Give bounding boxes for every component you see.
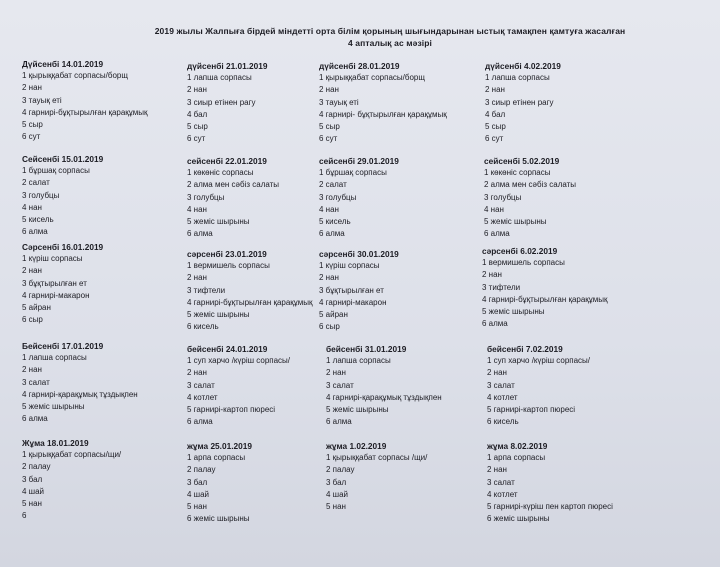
- menu-item: 2 нан: [22, 266, 42, 276]
- menu-item: 4 гарнирі-қарақұмық тұздықпен: [326, 392, 442, 402]
- menu-item: 3 тауық еті: [22, 95, 62, 105]
- day-block: [22, 58, 197, 144]
- day-header: бейсенбі 24.01.2019: [187, 344, 268, 354]
- menu-item: 5 жеміс шырыны: [187, 217, 250, 227]
- menu-item: 6 сыр: [22, 315, 43, 325]
- menu-item: 3 бал: [326, 477, 347, 487]
- menu-item: 2 нан: [187, 273, 207, 283]
- menu-item: 4 гарнирі-макарон: [319, 297, 387, 307]
- menu-item: 5 сыр: [485, 122, 506, 132]
- day-block: [484, 155, 659, 241]
- day-header: сәрсенбі 6.02.2019: [482, 246, 558, 256]
- menu-item: 5 жеміс шырыны: [22, 402, 85, 412]
- menu-item: 3 тауық еті: [319, 97, 359, 107]
- menu-item: 3 салат: [487, 477, 515, 487]
- menu-item: 4 шай: [187, 489, 210, 499]
- menu-item: 4 нан: [319, 204, 339, 214]
- day-header: сәрсенбі 30.01.2019: [319, 249, 399, 259]
- menu-item: 2 палау: [187, 465, 216, 475]
- menu-item: 5 гарнирі-картоп пюресі: [487, 405, 576, 415]
- menu-item: 2 салат: [319, 180, 347, 190]
- menu-item: 5 сыр: [319, 122, 340, 132]
- menu-item: 3 голубцы: [187, 192, 225, 202]
- menu-item: 1 вермишель сорпасы: [187, 261, 270, 270]
- day-block: [487, 440, 662, 526]
- menu-item: 5 сыр: [187, 122, 208, 132]
- day-header: дүйсенбі 28.01.2019: [319, 61, 400, 71]
- menu-item: 1 күріш сорпасы: [22, 254, 83, 263]
- menu-item: 1 арпа сорпасы: [187, 453, 246, 462]
- menu-item: 5 гарнирі-картоп пюресі: [187, 405, 276, 415]
- menu-item: 4 нан: [187, 204, 207, 214]
- day-block: [482, 245, 657, 331]
- menu-item: 4 гарнирі- бұқтырылған қарақұмық: [319, 109, 447, 119]
- menu-item: 2 нан: [22, 83, 42, 93]
- day-header: жұма 1.02.2019: [326, 441, 387, 451]
- menu-item: 4 гарнирі-бұқтырылған қарақұмық: [187, 297, 313, 307]
- menu-item: 5 айран: [319, 310, 348, 320]
- menu-item: 2 нан: [482, 270, 502, 280]
- menu-item: 6 жеміс шырыны: [487, 514, 550, 524]
- menu-item: 6 сыр: [319, 322, 340, 332]
- day-block: [22, 153, 197, 239]
- menu-item: 1 қырыққабат сорпасы /щи/: [326, 453, 428, 462]
- menu-item: 3 тифтели: [187, 285, 226, 295]
- menu-item: 6 сут: [22, 132, 41, 142]
- menu-item: 1 қырыққабат сорпасы/борщ: [22, 71, 128, 80]
- menu-item: 6 сут: [485, 134, 504, 144]
- menu-item: 5 сыр: [22, 120, 43, 130]
- menu-item: 4 бал: [187, 109, 208, 119]
- menu-item: 1 суп харчо /күріш сорпасы/: [187, 356, 291, 365]
- menu-item: 2 алма мен сәбіз салаты: [484, 180, 577, 190]
- menu-item: 6: [22, 511, 27, 521]
- menu-item: 2 палау: [326, 465, 355, 475]
- day-header: бейсенбі 31.01.2019: [326, 344, 407, 354]
- menu-item: 3 голубцы: [484, 192, 522, 202]
- menu-item: 4 котлет: [487, 392, 518, 402]
- menu-item: 1 күріш сорпасы: [319, 261, 380, 270]
- menu-item: 3 салат: [22, 377, 50, 387]
- menu-item: 3 бал: [22, 474, 43, 484]
- day-header: сейсенбі 22.01.2019: [187, 156, 267, 166]
- menu-item: 2 нан: [22, 365, 42, 375]
- menu-item: 5 жеміс шырыны: [482, 307, 545, 317]
- menu-item: 5 кисель: [22, 215, 54, 225]
- day-header: Жұма 18.01.2019: [22, 438, 89, 448]
- menu-item: 4 гарнирі-бұқтырылған қарақұмық: [482, 294, 608, 304]
- document-title: 2019 жылы Жалпыға бірдей міндетті орта білім қорының шығындарынан ыстық тамақпен қамтуға жасалған: [154, 26, 626, 36]
- day-header: бейсенбі 7.02.2019: [487, 344, 563, 354]
- menu-item: 3 сиыр етінен рагу: [485, 97, 554, 107]
- menu-item: 3 бұқтырылған ет: [22, 278, 87, 288]
- menu-item: 4 котлет: [187, 392, 218, 402]
- menu-item: 6 жеміс шырыны: [187, 514, 250, 524]
- day-header: жұма 8.02.2019: [487, 441, 548, 451]
- menu-item: 5 жеміс шырыны: [484, 217, 547, 227]
- menu-item: 5 нан: [326, 502, 346, 512]
- menu-item: 4 нан: [484, 204, 504, 214]
- day-block: [22, 340, 197, 426]
- menu-item: 6 алма: [187, 229, 213, 239]
- menu-item: 1 қырыққабат сорпасы/борщ: [319, 73, 425, 82]
- menu-item: 5 нан: [187, 502, 207, 512]
- day-header: жұма 25.01.2019: [187, 441, 252, 451]
- menu-item: 2 нан: [487, 368, 507, 378]
- menu-item: 4 гарнирі-макарон: [22, 290, 90, 300]
- menu-item: 2 алма мен сәбіз салаты: [187, 180, 280, 190]
- menu-item: 2 нан: [485, 85, 505, 95]
- menu-item: 6 сут: [319, 134, 338, 144]
- menu-item: 6 кисель: [187, 322, 219, 332]
- menu-item: 3 голубцы: [22, 190, 60, 200]
- menu-item: 2 нан: [319, 85, 339, 95]
- menu-item: 3 бал: [187, 477, 208, 487]
- menu-item: 4 нан: [22, 202, 42, 212]
- day-block: [319, 248, 494, 334]
- menu-item: 3 салат: [487, 380, 515, 390]
- menu-item: 6 алма: [22, 227, 48, 237]
- menu-item: 4 шай: [326, 489, 349, 499]
- menu-item: 3 тифтели: [482, 282, 521, 292]
- day-block: [319, 60, 494, 146]
- menu-item: 1 суп харчо /күріш сорпасы/: [487, 356, 591, 365]
- day-block: [22, 241, 197, 327]
- day-header: Сәрсенбі 16.01.2019: [22, 242, 104, 252]
- day-block: [326, 440, 501, 513]
- menu-item: 2 нан: [319, 273, 339, 283]
- menu-item: 3 салат: [326, 380, 354, 390]
- menu-item: 6 алма: [187, 417, 213, 427]
- menu-item: 3 салат: [187, 380, 215, 390]
- menu-item: 4 бал: [485, 109, 506, 119]
- menu-item: 4 котлет: [487, 489, 518, 499]
- menu-item: 2 нан: [326, 368, 346, 378]
- menu-item: 5 гарнирі-күріш пен картоп пюресі: [487, 502, 613, 512]
- menu-item: 1 лапша сорпасы: [187, 73, 252, 82]
- day-header: дүйсенбі 4.02.2019: [485, 61, 561, 71]
- menu-item: 2 нан: [487, 465, 507, 475]
- document-subtitle: 4 апталық ас мәзірі: [348, 38, 432, 48]
- menu-item: 1 лапша сорпасы: [22, 353, 87, 362]
- menu-item: 6 кисель: [487, 417, 519, 427]
- menu-item: 5 кисель: [319, 217, 351, 227]
- menu-item: 3 голубцы: [319, 192, 357, 202]
- menu-item: 1 лапша сорпасы: [485, 73, 550, 82]
- day-block: [326, 343, 501, 429]
- menu-item: 3 сиыр етінен рагу: [187, 97, 256, 107]
- day-header: сейсенбі 29.01.2019: [319, 156, 399, 166]
- menu-item: 6 сут: [187, 134, 206, 144]
- day-block: [487, 343, 662, 429]
- menu-item: 2 палау: [22, 462, 51, 472]
- menu-item: 1 бұршақ сорпасы: [319, 168, 387, 177]
- menu-item: 4 гарнирі-қарақұмық тұздықпен: [22, 389, 138, 399]
- menu-item: 1 лапша сорпасы: [326, 356, 391, 365]
- menu-item: 5 жеміс шырыны: [187, 310, 250, 320]
- menu-item: 1 вермишель сорпасы: [482, 258, 565, 267]
- menu-item: 6 алма: [482, 319, 508, 329]
- menu-item: 1 қырыққабат сорпасы/щи/: [22, 450, 122, 459]
- day-header: Сейсенбі 15.01.2019: [22, 154, 104, 164]
- menu-item: 6 алма: [22, 414, 48, 424]
- menu-item: 5 айран: [22, 303, 51, 313]
- day-header: дүйсенбі 21.01.2019: [187, 61, 268, 71]
- menu-item: 1 бұршақ сорпасы: [22, 166, 90, 175]
- day-header: Бейсенбі 17.01.2019: [22, 341, 104, 351]
- day-header: Дүйсенбі 14.01.2019: [22, 59, 104, 69]
- menu-item: 2 нан: [187, 368, 207, 378]
- day-block: [319, 155, 494, 241]
- menu-item: 6 алма: [319, 229, 345, 239]
- menu-item: 2 нан: [187, 85, 207, 95]
- menu-item: 4 гарнирі-бұқтырылған қарақұмық: [22, 107, 148, 117]
- menu-item: 5 жеміс шырыны: [326, 405, 389, 415]
- menu-item: 1 көкөніс сорпасы: [484, 168, 551, 177]
- menu-item: 1 көкөніс сорпасы: [187, 168, 254, 177]
- menu-item: 4 шай: [22, 486, 45, 496]
- day-header: сейсенбі 5.02.2019: [484, 156, 560, 166]
- menu-item: 6 алма: [326, 417, 352, 427]
- menu-item: 3 бұқтырылған ет: [319, 285, 384, 295]
- day-block: [22, 437, 197, 523]
- menu-item: 1 арпа сорпасы: [487, 453, 546, 462]
- menu-item: 5 нан: [22, 499, 42, 509]
- day-header: сәрсенбі 23.01.2019: [187, 249, 267, 259]
- day-block: [485, 60, 660, 146]
- menu-item: 6 алма: [484, 229, 510, 239]
- menu-item: 2 салат: [22, 178, 50, 188]
